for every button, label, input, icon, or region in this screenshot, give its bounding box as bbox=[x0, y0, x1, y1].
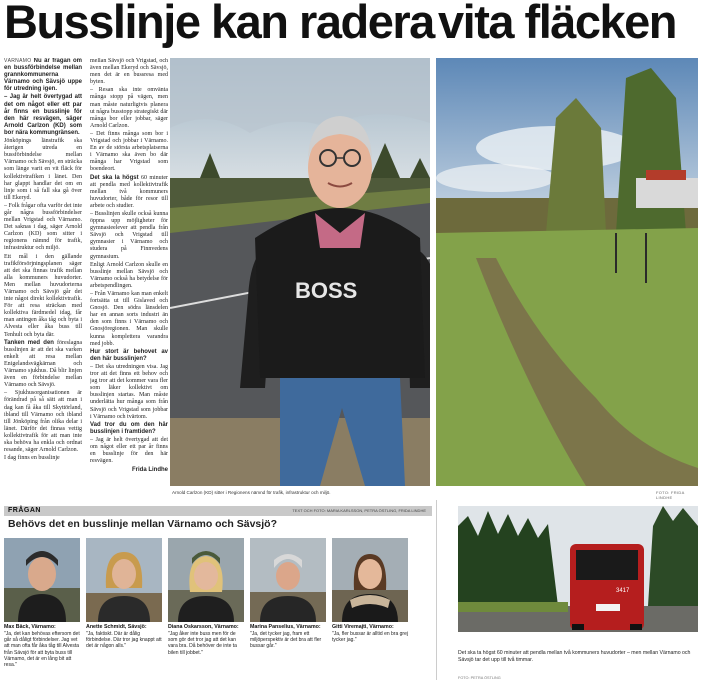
landscape-illustration bbox=[436, 58, 698, 486]
person-quote: "Ja, det tycker jag, fram ett miljöperspektiv är det bra att fler bussar går." bbox=[250, 631, 322, 650]
person-quote: "Ja, fler bussar är alltid en bra grej tycker jag." bbox=[332, 631, 408, 644]
vox-pop-person bbox=[86, 538, 162, 674]
interview-question: Hur stort är behovet av den här busslinjen? bbox=[90, 348, 168, 362]
person-photo bbox=[86, 538, 162, 622]
vox-pop-person bbox=[332, 538, 408, 674]
landscape-credit: FOTO: FRIDA LINDHE bbox=[656, 490, 685, 500]
headline-left: Busslinje kan radera bbox=[4, 0, 434, 48]
headline-right: vita fläcken bbox=[438, 0, 677, 48]
jacket-text: BOSS bbox=[295, 278, 358, 303]
vox-pop-header-bar bbox=[4, 506, 432, 516]
person-name: Anette Schmidt, Sävsjö: bbox=[86, 624, 147, 630]
paragraph: Enligt Arnold Carlzon skulle en busslinje mellan Sävsjö och Värnamo också ha betydelse för arbetspendlingen. bbox=[90, 261, 168, 289]
person-name: Max Bäck, Värnamo: bbox=[4, 624, 56, 630]
byline: Frida Lindhe bbox=[132, 467, 168, 474]
paragraph: – Det ska utredningen visa. Jag tror att det finns ett behov och jag tror att det kommer vara fler som läker kollektivt om busslinjen startas. Man måste underlätta hur många som från Sävsjö och Vrigstad som jobbar i Värnamo och tvärtom. bbox=[90, 363, 168, 420]
vox-pop-credit: TEXT OCH FOTO: MARIA KARLSSON, PETRA ÖSTLING, FRIDA LINDHE bbox=[292, 508, 426, 513]
bus-photo bbox=[458, 506, 698, 632]
person-photo bbox=[250, 538, 326, 622]
person-name: Gitti Viremajti, Värnamo: bbox=[332, 624, 394, 630]
lead-text: Nu är frågan om en bussförbindelse mellan grannkommunerna Värnamo och Sävsjö uppe för utredning igen. bbox=[4, 58, 82, 93]
subhead-lead: Tanken med den bbox=[4, 339, 54, 346]
paragraph: – Folk frågar ofta varför det inte går några bussförbindelser mellan Vrigstad och Värnamo. Det saknas i dag, säger Arnold Carlzon (KD) som sitter i regionens nämnd för trafik, infrastruktur och miljö. bbox=[4, 202, 82, 252]
paragraph: – Det finns många som bor i Vrigstad och jobbar i Värnamo. En av de största arbetsplatserna i Värnamo ska även bo där många har Vrigstad som boendeort. bbox=[90, 130, 168, 173]
portrait-illustration bbox=[170, 58, 430, 486]
paragraph: I dag finns en busslinje bbox=[4, 455, 60, 462]
person-photo bbox=[168, 538, 244, 622]
person-quote: "Ja, det kan behövas eftersom det går så dåligt förbindelser. Jag vet att man ofta får åka tåg till Alvesta från Sävsjö för att byta buss till Värnamo, det är en lång bit att resa." bbox=[4, 631, 80, 669]
vox-pop-person bbox=[168, 538, 244, 674]
paragraph: – Busslinjen skulle också kunna öppna upp möjligheter för gymnasieelever att pendla från Sävsjö och Vrigstad till gymnasier i Värnamo och studera på Finnvedens gymnasium. bbox=[90, 210, 168, 260]
subhead-lead: Det ska la högst bbox=[90, 174, 139, 181]
lead-quote: – Jag är helt övertygad att det om något eller ett par år finns en busslinje för den här resvägen, säger Arnold Carlzon (KD) som bor nära kommungränsen. bbox=[4, 94, 82, 136]
headline bbox=[0, 0, 702, 46]
vox-pop-question: Behövs det en busslinje mellan Värnamo och Sävsjö? bbox=[8, 518, 277, 530]
person-photo bbox=[4, 538, 80, 622]
paragraph: mellan Sävsjö och Vrigstad, och även mellan Ekeryd och Sävsjö, men det är en bussresa med byten. bbox=[90, 58, 168, 86]
portrait-photo bbox=[170, 58, 430, 486]
landscape-photo bbox=[436, 58, 698, 486]
paragraph: – Sjukhusorganisationen är förändrad på så sätt att man i dag kan få åka till Skyttörland, ibland till Värnamo och ibland till Jönköping från olika delar i länet. Därför det finnas vettig kollektivtrafik för att man inte ska behöva ha enkla och ordnat resande, säger Arnold Carlzon. bbox=[4, 390, 82, 454]
interview-question: Vad tror du om den här busslinjen i framtiden? bbox=[90, 421, 168, 435]
paragraph: föreslagna busslinjen är att det ska varken enkelt att resa mellan Enigelandsvägkärnan och Värnamo sjukhus. Då blir linjen även en förbindelse mellan Värnamo och Sävsjö. bbox=[4, 339, 82, 389]
vox-pop-box bbox=[4, 506, 432, 678]
bus-credit: FOTO: PETRA ÖSTLING bbox=[458, 676, 501, 680]
vox-pop-person bbox=[4, 538, 80, 674]
person-quote: "Ja, faktiskt. Där är dålig förbindelse. Där tror jag knappt att det är någon alls." bbox=[86, 631, 162, 650]
person-name: Diana Oskarsson, Värnamo: bbox=[168, 624, 239, 630]
person-quote: "Jag åker inte buss men för de som gör det tror jag att det kan vara bra. Då behöver de inte ta bilen till jobbet." bbox=[168, 631, 237, 656]
bus-illustration bbox=[458, 506, 698, 632]
paragraph: Jönköpings länstrafik ska återigen utreda en bussförbindelse mellan Värnamo och Sävsjö, en sträcka som länge varit en vit fläck för kollektivtrafiken i länet. Den har glappt handlar det om en linje som i så fall ska gå över till Ekeryd. bbox=[4, 138, 82, 201]
paragraph: 60 minuter att pendla med kollektivtrafik mellan två kommuners huvudorter, både för resor till arbete och studier. bbox=[90, 174, 168, 209]
person-name: Marina Panselius, Värnamo: bbox=[250, 624, 321, 630]
vox-pop-person bbox=[250, 538, 326, 674]
paragraph: – Resan ska inte omvänta många stopp på vägen, men man måste naturligtvis planera ut några busstopp strategiskt där många bor eller jobbar, säger Arnold Carlzon. bbox=[90, 87, 168, 129]
article-column-2 bbox=[90, 58, 168, 496]
section-divider bbox=[436, 500, 437, 680]
paragraph: – Från Värnamo kan man enkelt fortsätta ut till Gislaved och Gnosjö. Den södra länsdelen har en annan sorts industri än den som finns i Värnamo och Gnosjöregionen. Man skulle kunna komplettera varandra med jobb. bbox=[90, 291, 168, 347]
dateline: VÄRNAMO bbox=[4, 58, 32, 64]
article-column-1 bbox=[4, 58, 82, 498]
portrait-caption: Arnold Carlzon (KD) sitter i Regionens nämnd för trafik, infrastruktur och miljö. bbox=[172, 490, 331, 495]
vox-pop-tag: FRÅGAN bbox=[8, 507, 41, 514]
person-photo bbox=[332, 538, 408, 622]
paragraph: – Jag är helt övertygad att det om något eller ett par år finns en busslinje för den här resvägen. bbox=[90, 436, 168, 465]
paragraph: Ett mål i den gällande trafikförsörjningsplanen säger att det ska finnas trafik mellan alla kommuners huvudorter. Men mellan huvudorterna Värnamo och Sävsjö går det inte något direkt kollektivtrafik. För att resa sträckan med kollektiva färdmedel idag, får man antingen åka tåg och byta i Alvesta eller åka buss till Tenhult och byta där. bbox=[4, 253, 82, 338]
bus-route-number: 3417 bbox=[616, 588, 630, 594]
bus-caption: Det ska ta högst 60 minuter att pendla mellan två kommuners huvudorter – men mellan Värnamo och Sävsjö tar det upp till två timmar. bbox=[458, 650, 691, 663]
